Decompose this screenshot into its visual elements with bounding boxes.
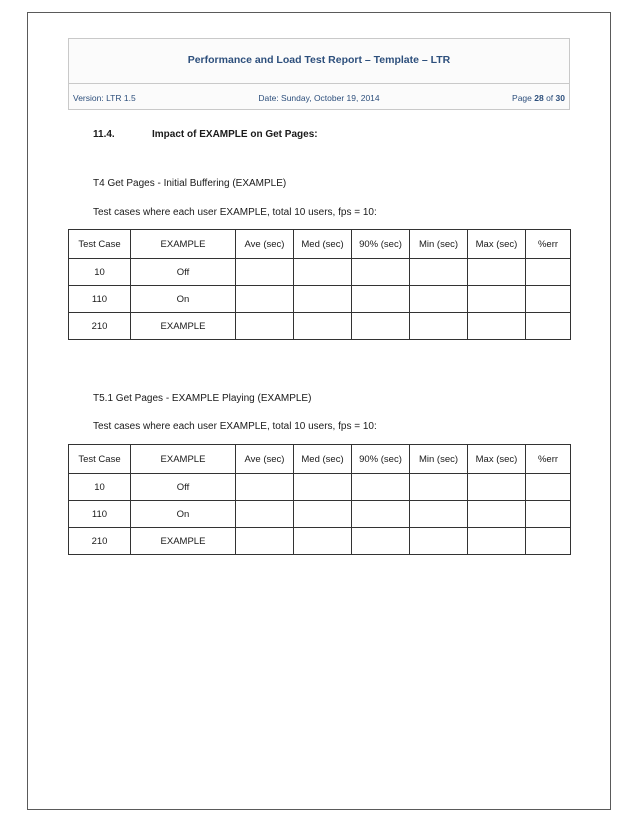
table-cell [352, 501, 410, 528]
table-cell [468, 474, 526, 501]
date-label: Date: Sunday, October 19, 2014 [258, 93, 380, 103]
table-header-row [69, 230, 571, 259]
column-header: Med (sec) [294, 230, 352, 259]
table-cell [526, 259, 571, 286]
table-cell: 210 [69, 528, 131, 555]
table-cell [468, 528, 526, 555]
table-row [69, 501, 571, 528]
table-cell [526, 313, 571, 340]
table-cell [526, 474, 571, 501]
table-cell [352, 474, 410, 501]
table-cell [468, 313, 526, 340]
table-description-2: Test cases where each user EXAMPLE, total 10 users, fps = 10: [93, 421, 377, 432]
column-header: Max (sec) [468, 230, 526, 259]
column-header: %err [526, 445, 571, 474]
page-number [512, 93, 565, 103]
table-cell [352, 286, 410, 313]
table-row [69, 286, 571, 313]
table-cell [410, 286, 468, 313]
table-row [69, 313, 571, 340]
column-header: 90% (sec) [352, 445, 410, 474]
table-cell [294, 474, 352, 501]
results-table-1 [68, 229, 571, 340]
table-cell [352, 528, 410, 555]
table-row [69, 528, 571, 555]
version-label: Version: LTR 1.5 [73, 93, 136, 103]
table-cell: 110 [69, 501, 131, 528]
column-header: Min (sec) [410, 445, 468, 474]
table-cell: Off [131, 474, 236, 501]
table-cell [410, 528, 468, 555]
table-cell: On [131, 501, 236, 528]
table-cell [410, 313, 468, 340]
table-cell: EXAMPLE [131, 313, 236, 340]
table-cell [236, 286, 294, 313]
page-prefix: Page [512, 93, 535, 103]
table-cell: 10 [69, 474, 131, 501]
table-cell [526, 501, 571, 528]
table-cell [294, 528, 352, 555]
table-cell [236, 474, 294, 501]
column-header: 90% (sec) [352, 230, 410, 259]
table-cell [294, 313, 352, 340]
page-total: 30 [555, 93, 565, 103]
column-header: Ave (sec) [236, 230, 294, 259]
column-header: EXAMPLE [131, 445, 236, 474]
table-cell: 210 [69, 313, 131, 340]
table-cell [410, 501, 468, 528]
table-cell [294, 501, 352, 528]
table-cell [294, 259, 352, 286]
table-cell [236, 528, 294, 555]
table-caption-2: T5.1 Get Pages - EXAMPLE Playing (EXAMPLE) [93, 393, 312, 404]
table-description-1: Test cases where each user EXAMPLE, total 10 users, fps = 10: [93, 207, 377, 218]
page-of: of [543, 93, 556, 103]
column-header: Test Case [69, 230, 131, 259]
header-divider [69, 83, 569, 84]
table-cell [236, 259, 294, 286]
table-cell [526, 286, 571, 313]
column-header: Test Case [69, 445, 131, 474]
table-cell [352, 313, 410, 340]
results-table-body [69, 445, 571, 555]
table-cell [294, 286, 352, 313]
column-header: EXAMPLE [131, 230, 236, 259]
column-header: Max (sec) [468, 445, 526, 474]
table-row [69, 259, 571, 286]
column-header: Med (sec) [294, 445, 352, 474]
page-current: 28 [534, 93, 544, 103]
report-title: Performance and Load Test Report – Template – LTR [187, 54, 451, 66]
table-caption-1: T4 Get Pages - Initial Buffering (EXAMPLE) [93, 178, 287, 189]
table-cell [468, 259, 526, 286]
column-header: Min (sec) [410, 230, 468, 259]
table-cell [236, 313, 294, 340]
results-table-2 [68, 444, 571, 555]
table-cell: EXAMPLE [131, 528, 236, 555]
table-cell: On [131, 286, 236, 313]
table-cell: 10 [69, 259, 131, 286]
column-header: Ave (sec) [236, 445, 294, 474]
section-number: 11.4. [93, 129, 115, 140]
table-cell [410, 474, 468, 501]
table-row [69, 474, 571, 501]
table-cell: Off [131, 259, 236, 286]
table-cell [526, 528, 571, 555]
table-cell [236, 501, 294, 528]
table-cell [468, 501, 526, 528]
table-cell [352, 259, 410, 286]
column-header: %err [526, 230, 571, 259]
table-cell [410, 259, 468, 286]
table-header-row [69, 445, 571, 474]
section-title: Impact of EXAMPLE on Get Pages: [152, 129, 318, 140]
results-table-body [69, 230, 571, 340]
page-header [68, 38, 570, 110]
table-cell [468, 286, 526, 313]
table-cell: 110 [69, 286, 131, 313]
